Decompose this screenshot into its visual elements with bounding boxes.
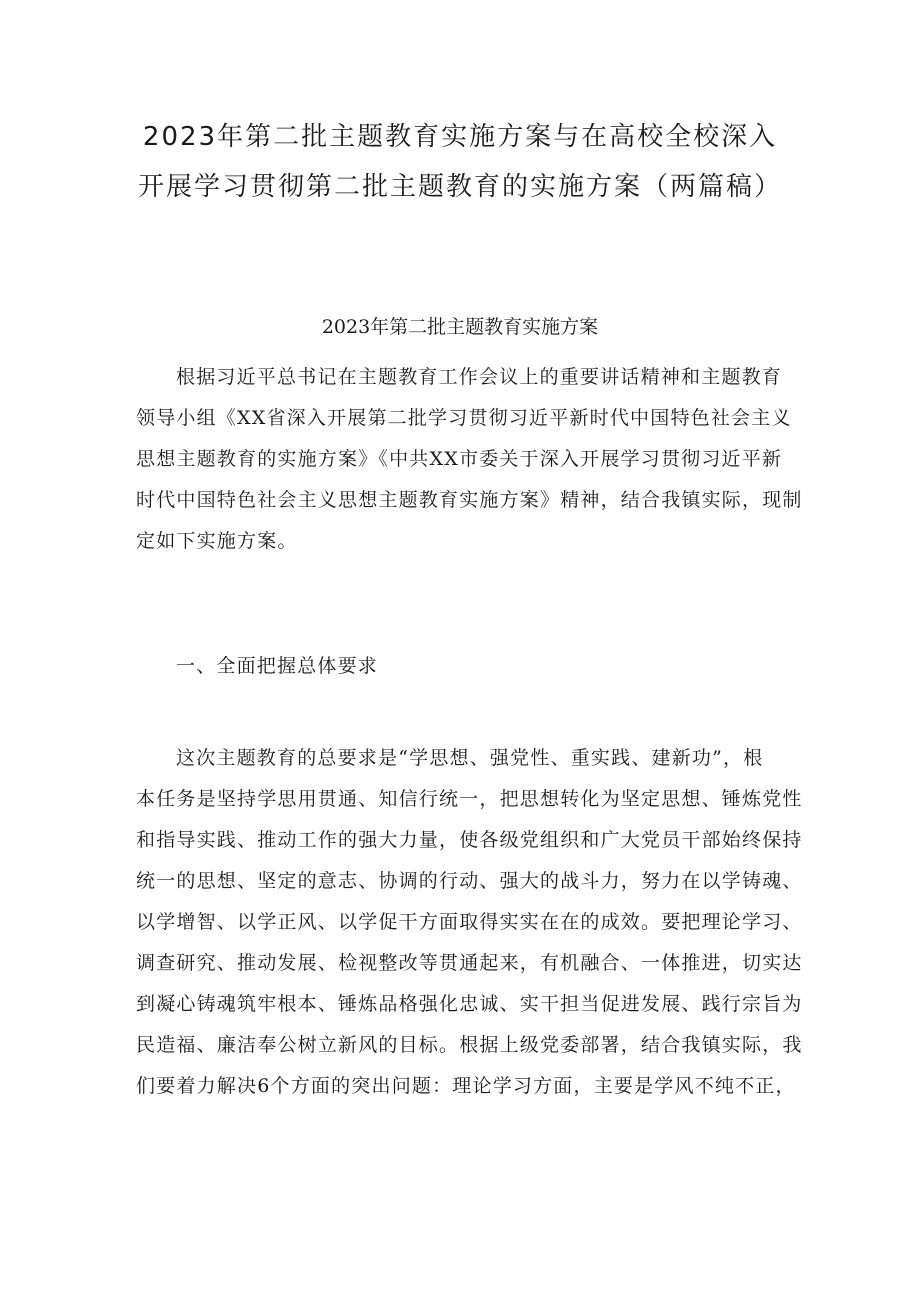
paragraph-line: 以学增智、以学正风、以学促干方面取得实实在在的成效。要把理论学习、	[136, 911, 803, 933]
document-title-line-2: 开展学习贯彻第二批主题教育的实施方案（两篇稿）	[137, 172, 782, 202]
paragraph-line: 调查研究、推动发展、检视整改等贯通起来，有机融合、一体推进，切实达	[136, 952, 803, 974]
paragraph-line: 思想主题教育的实施方案》《中共XX市委关于深入开展学习贯彻习近平新	[136, 448, 783, 470]
paragraph-line: 统一的思想、坚定的意志、协调的行动、强大的战斗力，努力在以学铸魂、	[136, 870, 803, 892]
paragraph-line: 和指导实践、推动工作的强大力量，使各级党组织和广大党员干部始终保持	[136, 829, 803, 851]
section-subtitle: 2023年第二批主题教育实施方案	[321, 316, 599, 338]
section-heading	[136, 646, 378, 687]
section-heading-text: 一、全面把握总体要求	[176, 655, 379, 677]
paragraph-line: 本任务是坚持学思用贯通、知信行统一，把思想转化为坚定思想、锤炼党性	[136, 788, 803, 810]
paragraph-line: 们要着力解决6个方面的突出问题：理论学习方面，主要是学风不纯不正，	[136, 1075, 796, 1097]
paragraph-line: 定如下实施方案。	[136, 530, 298, 552]
document-title-line-1: 2023年第二批主题教育实施方案与在高校全校深入	[142, 122, 778, 152]
paragraph-line: 民造福、廉洁奉公树立新风的目标。根据上级党委部署，结合我镇实际，我	[136, 1034, 803, 1056]
paragraph-line: 领导小组《XX省深入开展第二批学习贯彻习近平新时代中国特色社会主义	[136, 407, 792, 429]
paragraph-line: 到凝心铸魂筑牢根本、锤炼品格强化忠诚、实干担当促进发展、践行宗旨为	[136, 993, 803, 1015]
intro-paragraph	[136, 357, 803, 562]
paragraph-line: 根据习近平总书记在主题教育工作会议上的重要讲话精神和主题教育	[176, 366, 783, 388]
requirements-paragraph	[136, 738, 803, 1107]
document-title	[100, 112, 820, 212]
paragraph-line: 时代中国特色社会主义思想主题教育实施方案》精神，结合我镇实际，现制	[136, 489, 803, 511]
paragraph-line: 这次主题教育的总要求是“学思想、强党性、重实践、建新功”，根	[176, 747, 764, 769]
